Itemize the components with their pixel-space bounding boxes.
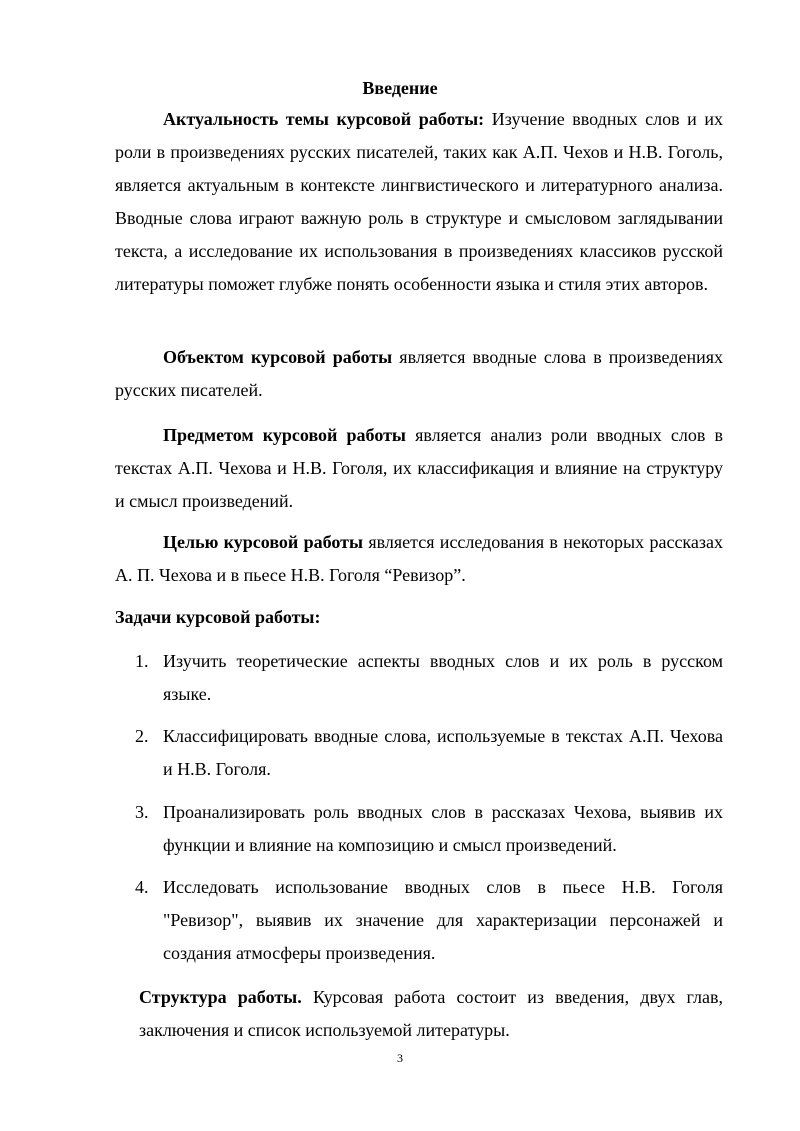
page-number: 3 [397,1051,403,1065]
object-text: является вводные слова в произведениях русских писателей. [115,347,724,400]
task-text: Проанализировать роль вводных слов в рассказах Чехова, выявив их функции и влияние на композицию и смысл произведений. [163,802,723,855]
task-number: 3. [135,802,149,822]
goal-label: Целью курсовой работы [163,532,364,552]
structure-label: Структура работы. [139,987,302,1007]
task-number: 2. [135,726,149,746]
structure-text: Курсовая работа состоит из введения, двух глав, заключения и список используемой литературы. [139,987,723,1040]
subject-text: является анализ роли вводных слов в текстах А.П. Чехова и Н.В. Гоголя, их классификация и влияние на структуру и смысл произведений. [115,425,723,511]
object-paragraph [115,341,723,407]
task-item-2 [135,720,723,786]
goal-text: является исследования в некоторых рассказах А. П. Чехова и в пьесе Н.В. Гоголя “Ревизор”. [115,532,723,585]
object-label: Объектом курсовой работы [163,347,393,367]
task-text: Исследовать использование вводных слов в пьесе Н.В. Гоголя "Ревизор", выявив их значение для характеризации персонажей и создания атмосферы произведения. [163,877,723,963]
task-number: 4. [135,877,149,897]
relevance-label: Актуальность темы курсовой работы: [163,109,485,129]
subject-label: Предметом курсовой работы [163,425,406,445]
tasks-heading: Задачи курсовой работы: [115,607,321,627]
subject-paragraph [115,419,723,518]
goal-paragraph [115,526,723,592]
task-item-3 [135,796,723,862]
task-number: 1. [135,651,149,671]
task-item-1 [135,645,723,711]
structure-paragraph [139,981,723,1047]
relevance-paragraph [115,103,723,301]
task-text: Классифицировать вводные слова, используемые в текстах А.П. Чехова и Н.В. Гоголя. [163,726,723,779]
task-item-4 [135,871,723,970]
relevance-text: Изучение вводных слов и их роли в произведениях русских писателей, таких как А.П. Чехов и Н.В. Гоголь, является актуальным в контексте лингвистического и литературного анализа. Вводные слова играют важную роль в структуре и смысловом заглядывании текста, а исследование их использования в произведениях классиков русской литературы поможет глубже понять особенности языка и стиля этих авторов. [115,109,723,294]
task-text: Изучить теоретические аспекты вводных слов и их роль в русском языке. [163,651,723,704]
page-title: Введение [362,78,438,98]
